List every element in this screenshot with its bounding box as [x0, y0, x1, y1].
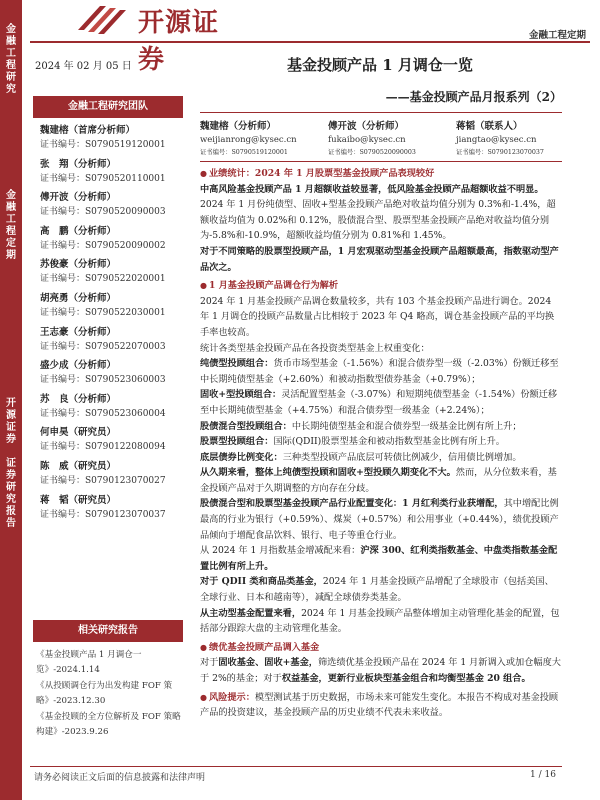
bold-lead: 沪深 300、红利类指数基金、中盘类指数基金配置比例有所上升。 — [200, 545, 558, 572]
logo-mark-icon — [70, 2, 130, 38]
bold-lead: 股债混合型投顾组合： — [200, 420, 292, 432]
analyst-cert: 证书编号：S0790522030001 — [40, 307, 166, 318]
analyst-cert: 证书编号：S0790520110001 — [40, 173, 166, 184]
analyst-entry — [40, 393, 190, 427]
section-heading-performance: ● 业绩统计：2024 年 1 月股票型基金投顾产品表现较好 — [200, 166, 562, 182]
side-strip-middle-text — [0, 190, 22, 262]
paragraph-text: 对于 — [200, 657, 219, 669]
bold-lead: 对于 QDII 类和商品类基金， — [200, 576, 323, 588]
related-report-link[interactable]: 《基金投顾的全方位解析及 FOF 策略构建》-2023.9.26 — [36, 712, 181, 737]
analyst-name: 魏建榕（首席分析师） — [40, 125, 136, 136]
bold-lead: 固收基金、固收+基金， — [218, 657, 318, 669]
side-strip-text: 金 融 工 程 研 究 — [6, 24, 16, 95]
analyst-cert: 证书编号：S0790522020001 — [40, 274, 166, 285]
footer-disclaimer: 请务必阅读正文后面的信息披露和法律声明 — [34, 773, 206, 783]
side-strip-bottom-text — [0, 398, 22, 530]
author-1 — [200, 120, 297, 158]
paragraph-text: 模型测试基于历史数据，市场未来可能发生变化。本报告不构成对基金投顾产品的投资建议，基金投顾产品的历史业绩不代表未来收益。 — [200, 691, 559, 719]
analyst-name: 张 翔（分析师） — [40, 158, 117, 170]
bold-lead: 中高风险基金投顾产品 1 月超额收益较显著，低风险基金投顾产品超额收益不明显。 — [200, 183, 544, 195]
paragraph — [200, 574, 562, 605]
analyst-cert: 证书编号：S0790520090002 — [40, 240, 166, 251]
analyst-cert: 证书编号：S0790520090003 — [40, 207, 166, 218]
analyst-cert: 证书编号：S0790523060003 — [40, 375, 166, 386]
related-reports-heading: 相关研究报告 — [33, 620, 183, 642]
header-tag: 金融工程定期 — [528, 30, 586, 41]
analyst-entry — [40, 158, 190, 192]
paragraph — [200, 434, 562, 450]
paragraph-text: 其中增配比例最高的行业为银行（+0.59%）、煤炭（+0.57%）和公用事业（+0.44%），绩优投顾产品倾向于增配食品饮料、银行、电子等重仓行业。 — [200, 498, 559, 541]
side-strip — [0, 0, 22, 800]
paragraph — [200, 387, 562, 418]
bold-lead: 对于不同策略的股票型投顾产品，1 月宏观驱动型基金投顾产品超额最高，指数驱动型产品次之。 — [200, 245, 559, 273]
team-heading: 金融工程研究团队 — [33, 96, 183, 118]
paragraph-text: 2024 年 1 月基金投顾产品增配了全球股市（包括美国、全球行业、日本和越南等），减配全球债券类基金。 — [200, 576, 554, 604]
footer-divider — [30, 766, 562, 767]
author-block — [200, 120, 562, 160]
author-name: 蒋韬（联系人） — [456, 121, 523, 132]
paragraph — [200, 543, 562, 574]
analyst-name: 何申昊（研究员） — [40, 427, 117, 439]
analyst-name: 陈 威（研究员） — [40, 460, 117, 472]
analyst-entry — [40, 191, 190, 225]
analyst-name: 盛少成（分析师） — [40, 360, 117, 372]
author-email[interactable]: fukaibo@kysec.cn — [328, 135, 406, 145]
section-heading-top-funds: ● 绩优基金投顾产品调入基金 — [200, 640, 562, 656]
analyst-entry — [40, 494, 190, 528]
author-cert: 证书编号：S0790520090003 — [328, 149, 416, 156]
paragraph-text: 中长期纯债型基金和混合债券型一级基金比例有所上升； — [291, 420, 522, 432]
paragraph-text: 货币市场型基金（-1.56%）和混合债券型一级（-2.03%）份额迁移至中长期纯债型基金（+2.60%）和被动指数型债券基金（+0.79%）； — [200, 358, 559, 385]
analyst-cert: 证书编号：S0790122080094 — [40, 442, 166, 453]
paragraph-text: 筛选绩优基金投顾产品在 2024 年 1 月新调入或加仓幅度大于 2%的基金；对于 — [200, 657, 561, 684]
analyst-list — [40, 124, 190, 527]
paragraph-text: 2024 年 1 月基金投顾产品整体增加主动管理化基金的配置，包括部分跟踪大盘的主动管理化基金。 — [200, 607, 560, 635]
analyst-cert: 证书编号：S0790123070027 — [40, 475, 166, 486]
paragraph — [200, 496, 562, 543]
side-strip-text: 金 融 工 程 定 期 — [6, 190, 16, 261]
page-title: 基金投顾产品 1 月调仓一览 — [287, 56, 473, 74]
analyst-name: 胡亮勇（分析师） — [40, 292, 117, 304]
paragraph — [200, 419, 562, 435]
bold-lead: 从久期来看，整体上纯债型投顾和固收+型投顾久期变化不大。 — [200, 467, 456, 479]
paragraph — [200, 244, 562, 275]
page-number: 1 / 16 — [530, 770, 556, 780]
analyst-name: 傅开波（分析师） — [40, 192, 117, 204]
analyst-cert: 证书编号：S0790523060004 — [40, 408, 166, 419]
author-3 — [456, 120, 544, 158]
header-divider — [30, 41, 590, 43]
analyst-cert: 证书编号：S0790519120001 — [40, 140, 166, 150]
analyst-name: 王志豪（分析师） — [40, 326, 117, 338]
paragraph-text: 然而，从分位数来看，基金投顾产品对于久期调整的方向存在分歧。 — [200, 467, 557, 494]
analyst-entry — [40, 460, 190, 494]
analyst-entry — [40, 359, 190, 393]
author-name: 魏建榕（分析师） — [200, 121, 277, 132]
analyst-entry — [40, 426, 190, 460]
paragraph-text: 国际(QDII)股票型基金和被动指数型基金比例有所上升。 — [273, 436, 505, 448]
analyst-cert: 证书编号：S0790522070003 — [40, 341, 166, 352]
analyst-name: 苏俊豪（分析师） — [40, 259, 117, 271]
related-report-link[interactable]: 《从投顾调仓行为出发构建 FOF 策略》-2023.12.30 — [36, 681, 173, 706]
paragraph-text: 从 2024 年 1 月指数基金增减配来看： — [200, 545, 361, 557]
side-strip-text: 开 源 证 券 证 券 研 究 报 告 — [6, 398, 16, 529]
analyst-name: 高 鹏（分析师） — [40, 225, 117, 237]
analyst-cert: 证书编号：S0790123070037 — [40, 509, 166, 520]
paragraph — [200, 356, 562, 387]
analyst-entry — [40, 292, 190, 326]
section-heading-rebalancing: ● 1 月基金投顾产品调仓行为解析 — [200, 278, 562, 294]
author-name: 傅开波（分析师） — [328, 121, 405, 132]
bold-lead: 纯债型投顾组合： — [200, 358, 274, 370]
bold-lead: 从主动型基金配置来看， — [200, 607, 302, 619]
paragraph — [200, 465, 562, 496]
paragraph — [200, 606, 562, 637]
report-body — [200, 166, 562, 721]
related-reports-list — [36, 648, 186, 741]
bold-lead: 权益基金，更新行业板块型基金组合和均衡型基金 20 组合。 — [281, 673, 531, 684]
analyst-entry — [40, 258, 190, 292]
author-email[interactable]: jiangtao@kysec.cn — [456, 135, 537, 145]
analyst-name: 蒋 韬（研究员） — [40, 494, 117, 506]
author-2 — [328, 120, 416, 158]
author-cert: 证书编号：S0790519120001 — [200, 149, 288, 156]
paragraph: 2024 年 1 月基金投顾产品调仓数量较多，共有 103 个基金投顾产品进行调仓。2024 年 1 月调仓的投顾产品数量占比相较于 2023 年 Q4 略高，调仓基金投顾产品的平均换手率也较高。 — [200, 295, 555, 338]
related-report-link[interactable]: 《基金投顾产品 1 月调仓一览》-2024.1.14 — [36, 650, 142, 675]
paragraph — [200, 655, 562, 686]
paragraph — [200, 450, 562, 466]
logo-text: 开源证券 — [138, 8, 220, 75]
analyst-entry — [40, 225, 190, 259]
bold-lead: 底层债券比例变化： — [200, 451, 283, 463]
report-date: 2024 年 02 月 05 日 — [35, 61, 132, 72]
authors-divider — [200, 161, 562, 162]
paragraph-text: 灵活配置型基金（-3.07%）和短期纯债型基金（-1.54%）份额迁移至中长期纯债型基金（+4.75%）和混合债券型一级基金（+2.24%）； — [200, 389, 558, 416]
paragraph-text: 2024 年 1 月份纯债型、固收+型基金投顾产品绝对收益均值分别为 0.3%和-1.4%，超额收益均值为 0.02%和 0.12%，股债混合型、股票型基金投顾产品绝对收益均值分别为-5.8%和-10.9%，超额收益均值分别为 0.81%和 1.45%。 — [200, 199, 556, 242]
paragraph — [200, 690, 562, 721]
analyst-name: 苏 良（分析师） — [40, 393, 117, 405]
analyst-entry — [40, 124, 190, 158]
paragraph: 统计各类型基金投顾产品在各投资类型基金上权重变化： — [200, 342, 430, 354]
author-email[interactable]: weijianrong@kysec.cn — [200, 135, 297, 145]
author-cert: 证书编号：S0790123070037 — [456, 149, 544, 156]
bold-lead: 固收+型投顾组合： — [200, 389, 282, 401]
title-divider — [200, 112, 562, 113]
page-subtitle: ——基金投顾产品月报系列（2） — [385, 90, 562, 104]
section-heading-risk: ● 风险提示： — [200, 692, 255, 703]
analyst-entry — [40, 326, 190, 360]
bold-lead: 股票型投顾组合： — [200, 436, 274, 448]
paragraph-text: 三种类型投顾产品底层可转债比例减少，信用债比例增加。 — [282, 451, 522, 463]
paragraph — [200, 182, 562, 244]
bold-lead: 股债混合型和股票型基金投顾产品行业配置变化：1 月红利类行业获增配， — [200, 498, 504, 510]
